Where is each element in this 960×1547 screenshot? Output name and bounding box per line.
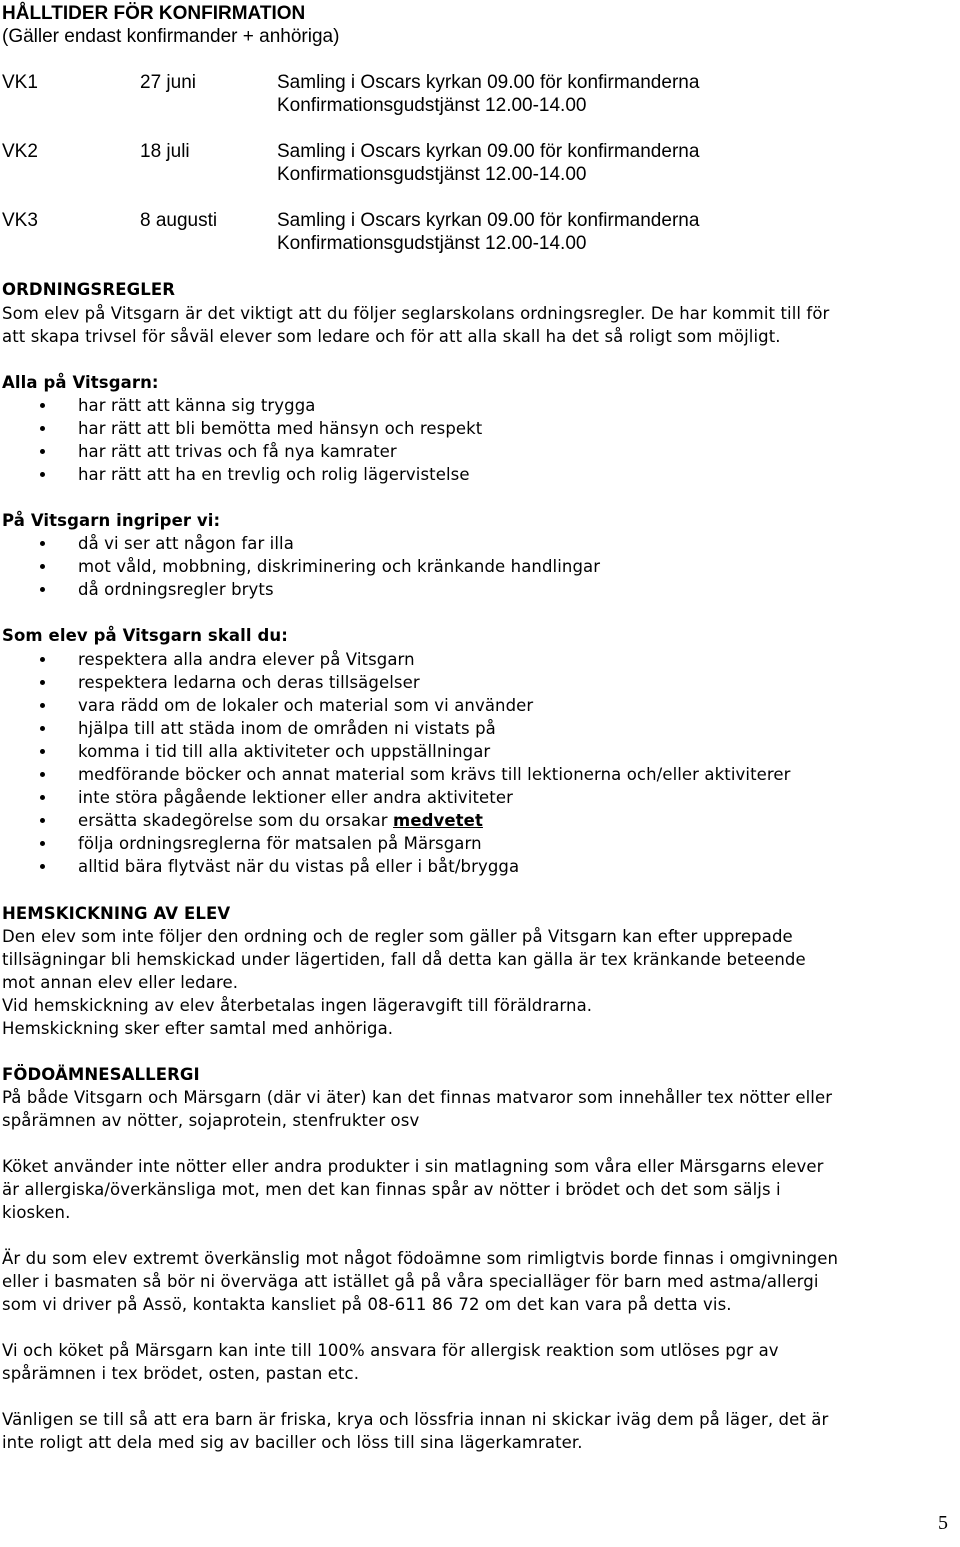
emphasis-text: medvetet <box>393 811 483 830</box>
list-item <box>78 809 483 832</box>
rules-intro-line: Som elev på Vitsgarn är det viktigt att du följer seglarskolans ordningsregler. De har kommit till för <box>2 304 830 323</box>
list-item: komma i tid till alla aktiviteter och uppställningar <box>78 742 491 761</box>
list-item: har rätt att känna sig trygga <box>78 396 316 415</box>
schedule-event: Samling i Oscars kyrkan 09.00 för konfirmanderna <box>277 72 700 93</box>
bullet-icon <box>40 403 45 408</box>
paragraph-line: är allergiska/överkänsliga mot, men det kan finnas spår av nötter i brödet och det som säljs i <box>2 1180 781 1199</box>
sendhome-heading: HEMSKICKNING AV ELEV <box>2 904 231 923</box>
bullet-icon <box>40 795 45 800</box>
paragraph-line: inte roligt att dela med sig av baciller och löss till sina lägerkamrater. <box>2 1433 583 1452</box>
bullet-icon <box>40 449 45 454</box>
page-number: 5 <box>938 1512 948 1534</box>
schedule-date: 8 augusti <box>140 210 218 231</box>
schedule-week: VK3 <box>2 210 38 231</box>
list-item: alltid bära flytväst när du vistas på eller i båt/brygga <box>78 857 520 876</box>
paragraph-line: Vi och köket på Märsgarn kan inte till 100% ansvara för allergisk reaktion som utlöses pgr av <box>2 1341 779 1360</box>
paragraph-line: Köket använder inte nötter eller andra produkter i sin matlagning som våra eller Märsgarns elever <box>2 1157 824 1176</box>
schedule-date: 18 juli <box>140 141 190 162</box>
paragraph-line: kiosken. <box>2 1203 71 1222</box>
bullet-icon <box>40 541 45 546</box>
schedule-event: Samling i Oscars kyrkan 09.00 för konfirmanderna <box>277 210 700 231</box>
bullet-icon <box>40 564 45 569</box>
rules-intro-line: att skapa trivsel för såväl elever som ledare och för att alla skall ha det så roligt som möjligt. <box>2 327 781 346</box>
rules-heading: ORDNINGSREGLER <box>2 280 176 299</box>
duties-heading: Som elev på Vitsgarn skall du: <box>2 626 288 645</box>
schedule-date: 27 juni <box>140 72 196 93</box>
list-item: har rätt att bli bemötta med hänsyn och respekt <box>78 419 483 438</box>
list-item: följa ordningsreglerna för matsalen på Märsgarn <box>78 834 482 853</box>
paragraph-line: spårämnen i tex brödet, osten, pastan etc. <box>2 1364 360 1383</box>
bullet-icon <box>40 657 45 662</box>
bullet-icon <box>40 818 45 823</box>
bullet-icon <box>40 864 45 869</box>
bullet-icon <box>40 749 45 754</box>
schedule-event: Konfirmationsgudstjänst 12.00-14.00 <box>277 95 587 116</box>
schedule-event: Konfirmationsgudstjänst 12.00-14.00 <box>277 164 587 185</box>
allergy-heading: FÖDOÄMNESALLERGI <box>2 1065 200 1084</box>
rights-heading: Alla på Vitsgarn: <box>2 373 159 392</box>
paragraph-line: tillsägningar bli hemskickad under lägertiden, fall då detta kan gälla är tex kränkande beteende <box>2 950 806 969</box>
list-item: mot våld, mobbning, diskriminering och kränkande handlingar <box>78 557 601 576</box>
list-item: har rätt att trivas och få nya kamrater <box>78 442 397 461</box>
schedule-event: Konfirmationsgudstjänst 12.00-14.00 <box>277 233 587 254</box>
list-item: respektera ledarna och deras tillsägelser <box>78 673 420 692</box>
bullet-icon <box>40 587 45 592</box>
list-item-text: ersätta skadegörelse som du orsakar <box>78 811 394 830</box>
bullet-icon <box>40 472 45 477</box>
paragraph-line: Vänligen se till så att era barn är friska, krya och lössfria innan ni skickar iväg dem på läger, det är <box>2 1410 829 1429</box>
bullet-icon <box>40 703 45 708</box>
schedule-week: VK2 <box>2 141 38 162</box>
paragraph-line: På både Vitsgarn och Märsgarn (där vi äter) kan det finnas matvaror som innehåller tex nötter eller <box>2 1088 833 1107</box>
list-item: hjälpa till att städa inom de områden ni vistats på <box>78 719 496 738</box>
list-item: då vi ser att någon far illa <box>78 534 294 553</box>
intervene-heading: På Vitsgarn ingriper vi: <box>2 511 221 530</box>
paragraph-line: eller i basmaten så bör ni överväga att istället gå på våra specialläger för barn med astma/allergi <box>2 1272 819 1291</box>
paragraph-line: mot annan elev eller ledare. <box>2 973 239 992</box>
bullet-icon <box>40 680 45 685</box>
schedule-week: VK1 <box>2 72 38 93</box>
paragraph-line: Vid hemskickning av elev återbetalas ingen lägeravgift till föräldrarna. <box>2 996 593 1015</box>
list-item: vara rädd om de lokaler och material som vi använder <box>78 696 534 715</box>
list-item: har rätt att ha en trevlig och rolig lägervistelse <box>78 465 470 484</box>
list-item: inte störa pågående lektioner eller andra aktiviteter <box>78 788 514 807</box>
paragraph-line: Den elev som inte följer den ordning och de regler som gäller på Vitsgarn kan efter upprepade <box>2 927 793 946</box>
page-subtitle: (Gäller endast konfirmander + anhöriga) <box>2 26 340 47</box>
list-item: respektera alla andra elever på Vitsgarn <box>78 650 415 669</box>
paragraph-line: spårämnen av nötter, sojaprotein, stenfrukter osv <box>2 1111 420 1130</box>
paragraph-line: Är du som elev extremt överkänslig mot något födoämne som rimligtvis borde finnas i omgivningen <box>2 1249 839 1268</box>
bullet-icon <box>40 726 45 731</box>
paragraph-line: som vi driver på Assö, kontakta kansliet på 08-611 86 72 om det kan vara på detta vis. <box>2 1295 732 1314</box>
bullet-icon <box>40 841 45 846</box>
bullet-icon <box>40 426 45 431</box>
list-item: medförande böcker och annat material som krävs till lektionerna och/eller aktiviterer <box>78 765 791 784</box>
page-title: HÅLLTIDER FÖR KONFIRMATION <box>2 3 306 24</box>
list-item: då ordningsregler bryts <box>78 580 274 599</box>
bullet-icon <box>40 772 45 777</box>
schedule-event: Samling i Oscars kyrkan 09.00 för konfirmanderna <box>277 141 700 162</box>
paragraph-line: Hemskickning sker efter samtal med anhöriga. <box>2 1019 394 1038</box>
